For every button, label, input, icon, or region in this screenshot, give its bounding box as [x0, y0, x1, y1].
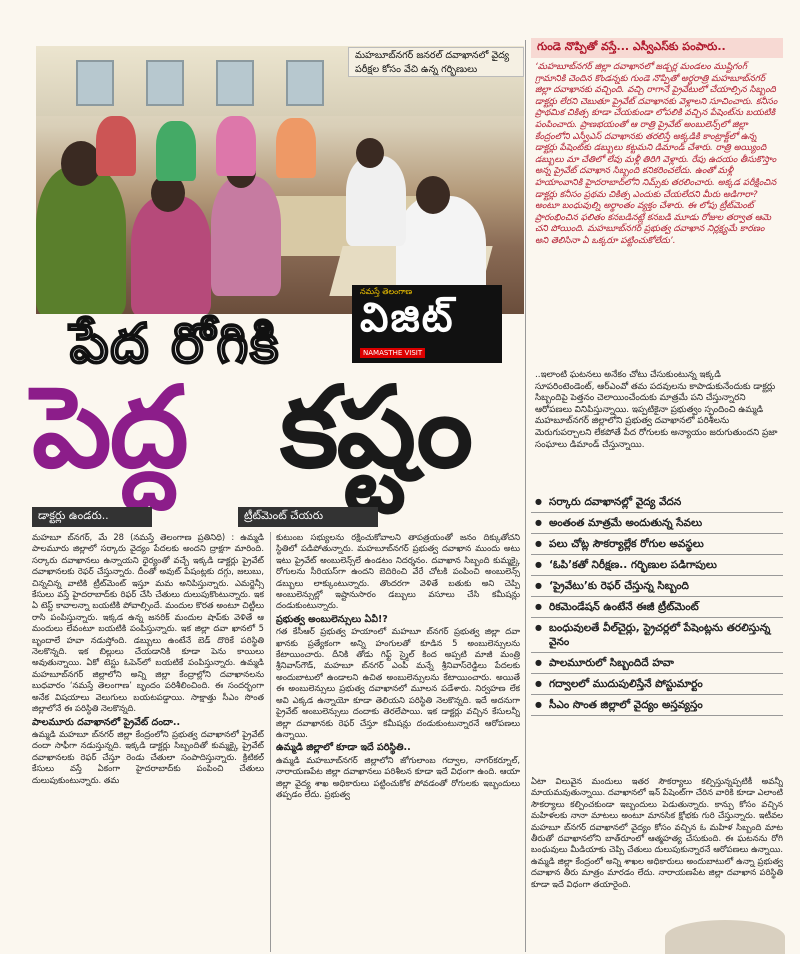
photo-caption: మహబూబ్‌నగర్ జనరల్ దవాఖానలో వైద్య పరీక్షల కోసం వేచి ఉన్న గర్భిణులు [348, 47, 524, 77]
column-divider [525, 40, 526, 952]
highlight-item: ● గద్వాలలో ముదుపులిస్తేనే పోస్టుమార్టం [531, 674, 783, 695]
sidebar-body: ..ఇలాంటి ఘటనలు అనేకం చోటు చేసుకుంటున్న ఇక్కడి సూపరింటెండెంట్, ఆర్ఎంవో తమ పదవులను కాపాడుకునేందుకు డాక్టర్లు సిబ్బందిపై పెత్తనం చెలాయించేందుకు మాత్రమే పని చేస్తున్నారని ఆరోపణలు వినిపిస్తున్నాయి. ఇప్పటికైనా ప్రభుత్వం స్పందించి ఉమ్మడి మహబూబ్‌నగర్ జిల్లాలోని ప్రభుత్వ దవాఖానలో పరిశీలను మెరుగుపర్చాలని లేకపోతే పేద రోగులకు అన్యాయం జరుగుతుందని ప్రజా సంఘాలు డిమాండ్ చేస్తున్నాయి. [535, 370, 778, 450]
logo-main-text: విజిట్ [360, 295, 455, 341]
logo-sub-text: NAMASTHE VISIT [360, 348, 425, 358]
highlights-list [531, 492, 783, 716]
column-divider [270, 532, 271, 952]
highlight-item: ● బంధువులతే వీల్‌చైర్లు, స్ట్రెచర్లలో పేషెంట్లను తరలిస్తున్న వైనం [531, 618, 783, 653]
sidebar-heading: గుండె నొప్పితో వస్తే... ఎస్వీఎస్‌కు పంపారు.. [531, 38, 783, 58]
article-paragraph: గత కేసీఆర్ ప్రభుత్వ హయాంలో మహబూ బ్‌నగర్ ప్రభుత్వ జిల్లా దవా ఖానకు ప్రత్యేకంగా అన్ని హంగులతో కూడిన 5 అంబులెన్సులను కేటాయించారు. దీనికి తోడు గిఫ్ట్ స్మైల్ కింద అప్పటి మాజీ మంత్రి శ్రీనివాస్‌గౌడ్, మహబూ బ్‌నగర్ ఎంపీ మన్నే శ్రీనివాస్‌రెడ్డిలు పేదలకు అందుబాటులో ఉండాలని ఉచిత అంబులెన్సులను కేటాయించారు. అయితే ఈ అంబులెన్సులు ప్రభుత్వ దవాఖానలో మూలన పడేశారు. నిర్వహణ లేక అవి ఎక్కడ ఉన్నాయో కూడా తెలియని పరిస్థితి నెలకొన్నది. ఇదే అదనుగా ప్రైవేట్ అంబులెన్సులు దందాకు తెరలేపాయి. ఇక డాక్టర్లు వచ్చిన కేసులన్నీ జిల్లా దవాఖానకు రెఫర్ చేస్తూ కమీషన్లు దండుకుంటున్నారనే ఆరోపణలు ఉన్నాయి. [276, 626, 520, 739]
sidebar-story [531, 38, 783, 358]
highlight-item: ● ‘ఓపి’కతో నిరీక్షణ.. గర్భిణుల పడిగాపులు [531, 555, 783, 576]
headline-line1: పేద రోగికి [70, 312, 281, 375]
article-subheading: పాలమూరు దవాఖానలో ప్రైవేట్ దందా.. [32, 716, 181, 728]
subhead-left: డాక్టర్లు ఉండరు.. [32, 507, 152, 527]
highlight-item: ● పలు చోట్ల సౌకర్యాల్లేక రోగుల అవస్థలు [531, 534, 783, 555]
article-subheading: ప్రభుత్వ అంబులెన్సులు ఏవీ!? [276, 613, 388, 625]
article-paragraph: ఉమ్మడి మహబూ బ్‌నగర్ జిల్లా కేంద్రంలోని ప్రభుత్వ దవాఖానలో ప్రైవేట్ దందా సాఫీగా నడుస్తున్నది. ఇక్కడి డాక్టర్లు సిబ్బందితో కుమ్మక్కై ప్రైవేట్ దవాఖానలకు రెఫర్ చేస్తూ రెండు చేతులా సంపాదిస్తున్నారు. క్రిటికల్ కేసులు వస్తే ఏకంగా హైదరాబాద్‌కు పంపించి చేతులు దులుపుకుంటున్నారు. తమ [32, 728, 264, 785]
article-column-1 [32, 532, 264, 952]
highlight-item: ● అంతంత మాత్రమే అందుతున్న సేవలు [531, 513, 783, 534]
article-paragraph: ఉమ్మడి మహబూబ్‌నగర్ జిల్లాలోని జోగులాంబ గద్వాల, నాగర్‌కర్నూల్, నారాయణపేట జిల్లా దవాఖానలు పరిశీలన కూడా ఇదే విధంగా ఉంది. ఆయా జిల్లా వైద్య శాఖ అధికారులు పట్టించుకోక పోవడంతో రోగులకు ఇబ్బందులు తప్పడం లేదు. ప్రభుత్వ [276, 754, 520, 799]
subhead-right: ట్రీట్‌మెంట్ చేయరు [238, 507, 378, 527]
article-subheading: ఉమ్మడి జిల్లాలో కూడా ఇదే పరిస్థితి.. [276, 742, 411, 754]
sidebar-quote: ‘మహబూబ్‌నగర్ జిల్లా దవాఖానలో జడ్చర్ల మండలం ముష్టిగంగ్ గ్రామానికి చెందిన కొండన్నకు గుండె నొప్పితో అర్ధరాత్రి మహబూబ్‌నగర్ జిల్లా దవాఖానకు వచ్చింది. వచ్చి రాగానే ప్రైవేటులో చేయాల్సిన సిబ్బంది డాక్టర్లు లేరని చెబుతూ ప్రైవేట్ దవాఖానకు వెళ్లాలని సూచించారు. కనీసం ప్రాథమిక చికిత్స కూడా చేయకుండా లోపలికి వచ్చిన పేషెంట్‌ను బయటికి పంపించారు. ప్రాణభయంతో ఆ రాత్రి ప్రైవేట్ అంబులెన్స్‌లో జిల్లా కేంద్రంలోని ఎస్వీఎస్ దవాఖానకు తరలిస్తే అక్కడికి కాంట్రాక్ట్‌లో ఉన్న డాక్టర్లు పేషెంట్‌కు డబ్బులు కట్టమని డిమాండ్ చేశారు. రాత్రి అయ్యింది డబ్బులు మా చేతిలో లేవు మళ్లీ తిరిగి వెళ్లారు. రేపు ఉదయం తీసుకొస్తాం అన్న ప్రైవేట్ దవాఖాన సిబ్బంది కనికరించలేదు. ఉంతో మళ్లీ హయాంవానికి హైదరాబాద్‌లోని నిమ్స్‌కు తరలించారు. అక్కడ పరీక్షించిన డాక్టర్లు కనీసం ప్రథమ చికిత్స ఎందుకు చేయలేదని మీరు అడిగారా? అంటూ బంధువుల్ని అర్థాంతం వ్యక్తం చేశారు. ఈ లోపు ట్రీట్‌మెంట్ ప్రారంభించిన ఫలితం కనబడినట్లే కనబడి మూడు రోజుల తర్వాత ఆమె చని పోయింది. మహబూబ్‌నగర్ ప్రభుత్వ దవాఖాన నిర్లక్ష్యమే కారణం అని తెలిసినా ఏ ఒక్కరూ పట్టించుకోలేదు’. [535, 62, 778, 246]
highlight-item: ● పాలమూరులో సిబ్బందిదే హవా [531, 653, 783, 674]
highlight-item: ● రికమెండేషన్ ఉంటేనే ఈజీ ట్రీట్‌మెంట్ [531, 597, 783, 618]
namasthe-visit-logo [352, 285, 502, 363]
highlight-item: ● సర్కారు దవాఖానల్లో వైద్య వేదన [531, 492, 783, 513]
highlight-item: ● సీఎం సొంత జిల్లాలో వైద్యం అస్తవ్యస్తం [531, 695, 783, 716]
reporter-photo [665, 920, 785, 954]
highlight-item: ● ‘ప్రైవేటు’కు రెఫర్ చేస్తున్న సిబ్బంది [531, 576, 783, 597]
article-paragraph: మహబూ బ్‌నగర్, మే 28 (నమస్తే తెలంగాణ ప్రతినిధి) : ఉమ్మడి పాలమూరు జిల్లాలో సర్కారు వైద్యం పేదలకు అందని ద్రాక్షగా మారింది. సర్కారు దవాఖానలు ఉన్నాయని ధైర్యంతో వచ్చే ఇక్కడి డాక్టర్లు ప్రైవేట్ దవాఖానలకు రెఫర్ చేస్తున్నారు. దీంతో అవుట్ పేషంట్లకు దగ్గు, జలుబు, చిన్నచిన్న వాటికి ట్రీట్‌మెంట్ ఇస్తూ మమ అనిపిస్తున్నారు. ఎమర్జెన్సీ కేసులు వస్తే హైదరాబాద్‌కు రిఫర్ చేసి చేతులు దులుపుకొంటున్నారు. ఇక ఏ టెస్ట్ కావాలన్నా బయటికి పోవాల్సిందే. మందుల కొరత అంటూ చిట్టీలు రాసి పంపిస్తున్నారు. ఇక్కడ ఉన్న జనరిక్ మందుల షాప్‌కు వెళితే ఆ మందులు లేవంటూ బయటికి పంపిస్తున్నారు. ఇక జిల్లా దవా ఖానలో 5 బృందాలే హవా నడుస్తోంది. డబ్బులు ఉంటేనే బెడ్ దొరికే పరిస్థితి నెలకొన్నది. ఇక బిల్లులు చేయడానికి కూడా పెను కాయిలు అవుతున్నాయి. ఏకో టెస్టు ఓపెన్‌లో బయటికే పంపిస్తున్నారు. ఉమ్మడి మహబూబ్‌నగర్ జిల్లాలోని అన్ని జిల్లా కేంద్రాల్లోని దవాఖానలను బుధవారం ‘నమస్తే తెలంగాణ’ బృందం పరిశీలించింది. ఈ సందర్భంగా అనేక విషయాలు వెలుగులు బయటపడ్డాయి. సాక్షాత్తు సీఎం సొంత జిల్లాలోనే ఈ పరిస్థితి నెలకొన్నది. [32, 532, 264, 714]
article-column-3 [531, 776, 783, 926]
article-column-2 [276, 532, 520, 952]
news-photo [36, 46, 524, 314]
article-paragraph: ఏటా విలువైన మందులు ఇతర సౌకర్యాలు కల్పిస్తున్నప్పటికీ అవన్నీ మాయమవుతున్నాయి. దవాఖానలో ఇన్ పేషెంట్‌గా చేరిన వారికి కూడా ఎలాంటి సౌకర్యాలు కల్పించకుండా ఇబ్బందులు పెడుతున్నారు. కాన్పు కోసం వచ్చిన మహిళలకు నానా మాటలు అంటూ మానసిక క్షోభకు గురి చేస్తున్నారు. ఇటీవల మహబూ బ్‌నగర్ దవాఖానలో వైద్యం కోసం వచ్చిన ఓ మహిళ సిబ్బంది మాట తీరుతో దవాఖానలోని బాత్‌రూంలో ఆత్మహత్య చేసుకుంది. ఈ ఘటనను రోగి బంధువులు మీడియాకు చెప్పి చేతులు దులుపుకున్నారనే ఆరోపణలు ఉన్నాయి. ఉమ్మడి జిల్లా కేంద్రంలో అన్ని శాఖల అధికారులు అందుబాటులో ఉన్నా ప్రభుత్వ దవాఖాన తీరు మాత్రం మారడం లేదు. నారాయణపేట జిల్లా దవాఖాన పరిస్థితి కూడా ఇదే విధంగా తయారైంది. [531, 776, 783, 889]
article-paragraph: కుటుంబ సభ్యులను రక్షించుకోవాలని తాపత్రయంతో జనం దిక్కుతోచని స్థితిలో పడిపోతున్నారు. మహబూబ్‌నగర్ ప్రభుత్వ దవాఖాన ముందు అటు ఇటు ప్రైవేట్ అంబులెన్స్‌లే ఉండటం నిదర్శనం. దవాఖాన సిబ్బంది కుమ్మక్కై రోగులను సీరియస్‌గా ఉందని బెదిరించి వేరే చోటకి పంపించి అంబులెన్స్ డబ్బులు లాక్కుంటున్నారు. తొందరగా వెళితే బతుకు అని చెప్పి అంబులెన్సుల్లో ఇష్టానుసారం డబ్బులు వసూలు చేసి కమీషన్లు దండుకుంటున్నారు. [276, 532, 520, 611]
headline-line2-part1: పెద్ద [32, 363, 187, 493]
logo-top-text: నమస్తే తెలంగాణ [360, 287, 413, 296]
headline-line2-part2: కష్టం [280, 363, 472, 493]
